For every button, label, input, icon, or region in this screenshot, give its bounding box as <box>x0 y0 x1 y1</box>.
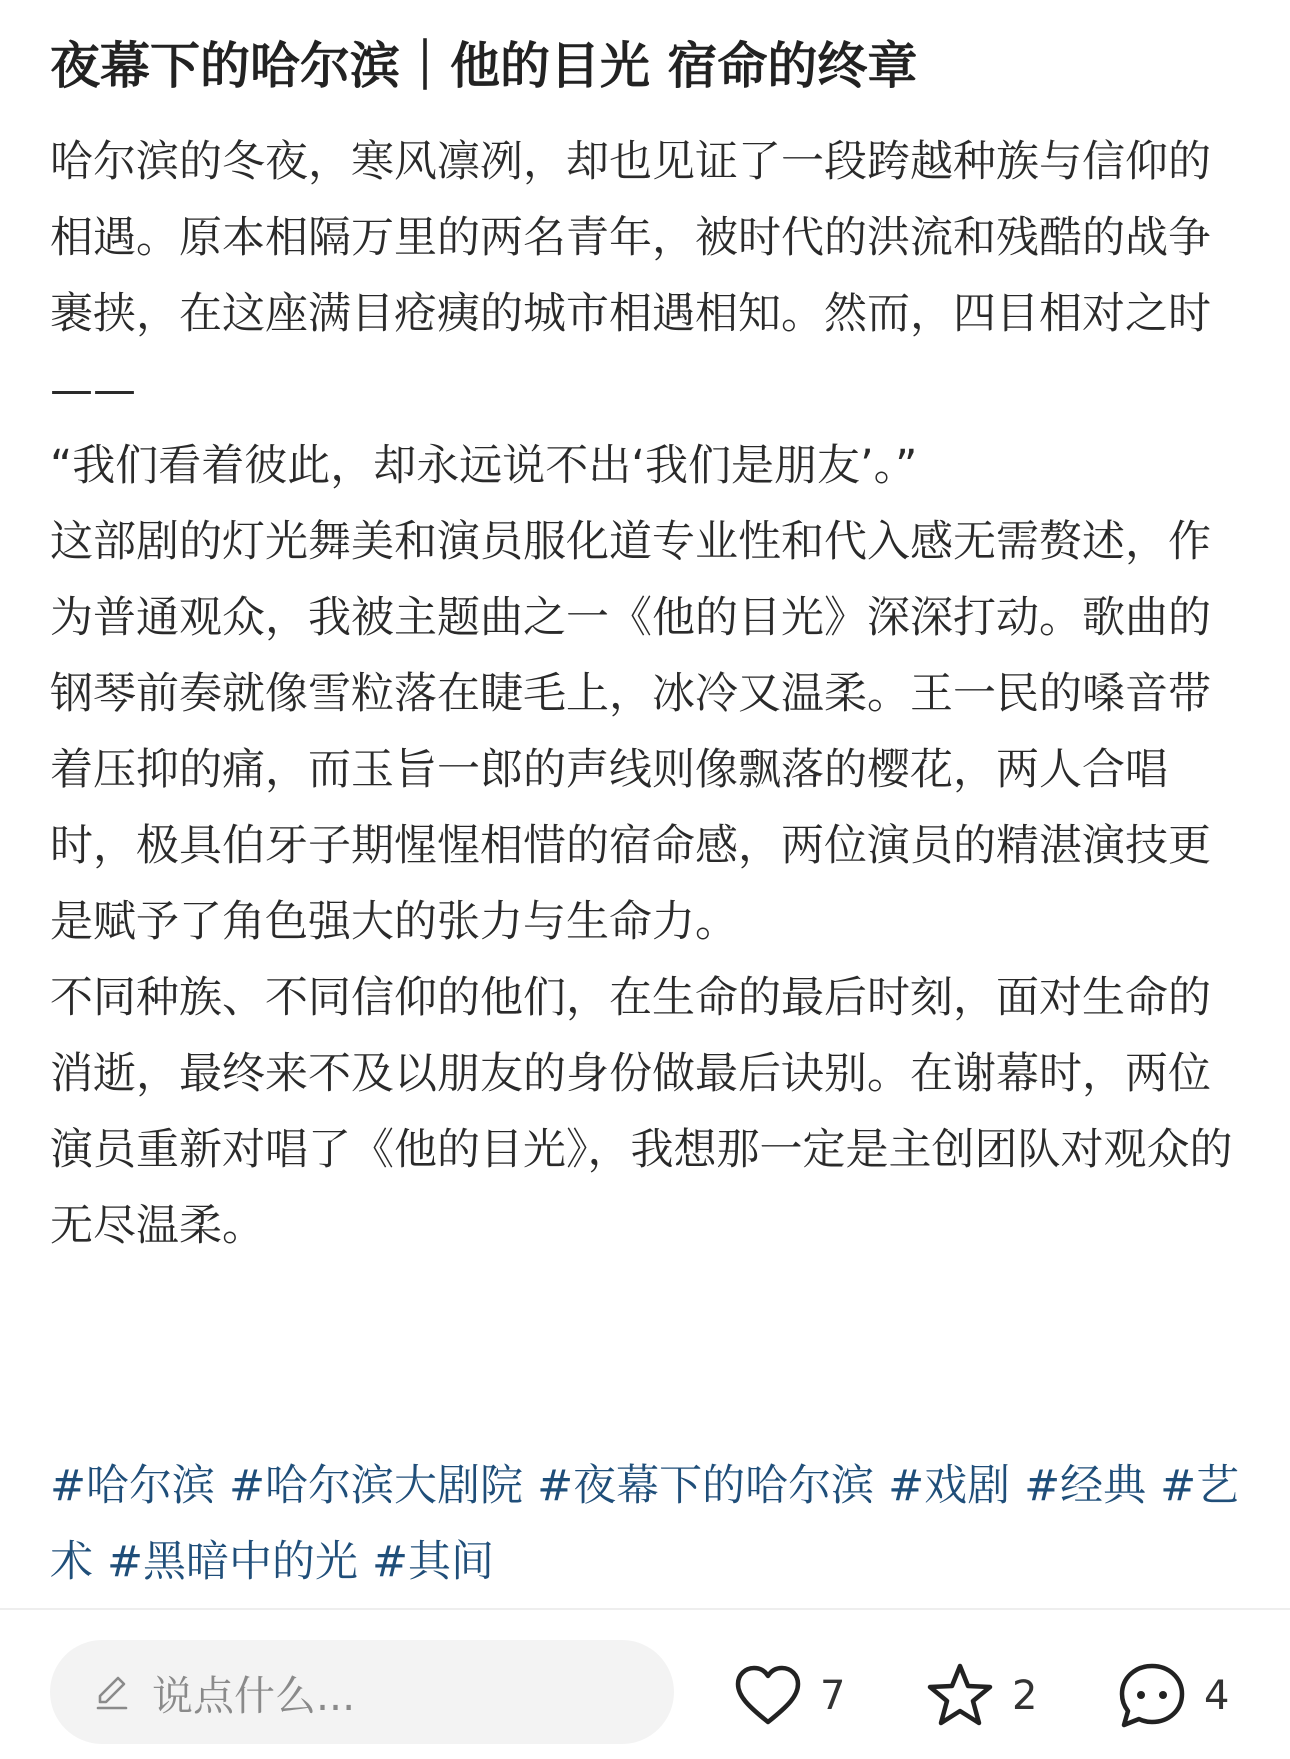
hashtag-link[interactable]: #经典 <box>1024 1461 1147 1511</box>
hashtag-link[interactable]: #哈尔滨 <box>50 1461 216 1511</box>
hashtag-link[interactable]: #其间 <box>372 1537 495 1587</box>
hashtag-link[interactable]: #哈尔滨大剧院 <box>229 1461 524 1511</box>
like-count: 7 <box>820 1673 846 1719</box>
hashtag-link[interactable]: #黑暗中的光 <box>107 1537 359 1587</box>
comment-count: 4 <box>1204 1673 1230 1719</box>
speech-bubble-icon <box>1114 1658 1190 1734</box>
like-button[interactable] <box>730 1658 845 1734</box>
hashtag-link[interactable]: #夜幕下的哈尔滨 <box>537 1461 875 1511</box>
hashtag-link[interactable]: #戏剧 <box>888 1461 1011 1511</box>
post-paragraph: 哈尔滨的冬夜，寒风凛冽，却也见证了一段跨越种族与信仰的相遇。原本相隔万里的两名青年，被时代的洪流和残酷的战争裹挟，在这座满目疮痍的城市相遇相知。然而，四目相对之时—— <box>50 137 1211 415</box>
heart-icon <box>730 1658 806 1734</box>
bottom-action-bar <box>0 1610 1290 1759</box>
comment-placeholder: 说点什么... <box>152 1671 356 1720</box>
post-title: 夜幕下的哈尔滨｜他的目光 宿命的终章 <box>50 37 918 95</box>
hashtag-list <box>50 1448 1250 1600</box>
post-quote: “我们看着彼此，却永远说不出‘我们是朋友’。” <box>50 441 918 491</box>
post-paragraph: 这部剧的灯光舞美和演员服化道专业性和代入感无需赘述，作为普通观众，我被主题曲之一《他的目光》深深打动。歌曲的钢琴前奏就像雪粒落在睫毛上，冰冷又温柔。王一民的嗓音带着压抑的痛，而玉旨一郎的声线则像飘落的樱花，两人合唱时，极具伯牙子期惺惺相惜的宿命感，两位演员的精湛演技更是赋予了角色强大的张力与生命力。 <box>50 517 1211 947</box>
favorite-button[interactable] <box>922 1658 1037 1734</box>
comment-input[interactable] <box>50 1640 674 1744</box>
hashtag-link[interactable]: #艺术 <box>50 1461 1240 1587</box>
favorite-count: 2 <box>1012 1673 1038 1719</box>
comment-button[interactable] <box>1114 1658 1229 1734</box>
pencil-icon <box>92 1672 132 1712</box>
post-paragraph: 不同种族、不同信仰的他们，在生命的最后时刻，面对生命的消逝，最终来不及以朋友的身份做最后诀别。在谢幕时，两位演员重新对唱了《他的目光》，我想那一定是主创团队对观众的无尽温柔。 <box>50 973 1233 1251</box>
post-body <box>50 124 1250 1264</box>
star-icon <box>922 1658 998 1734</box>
